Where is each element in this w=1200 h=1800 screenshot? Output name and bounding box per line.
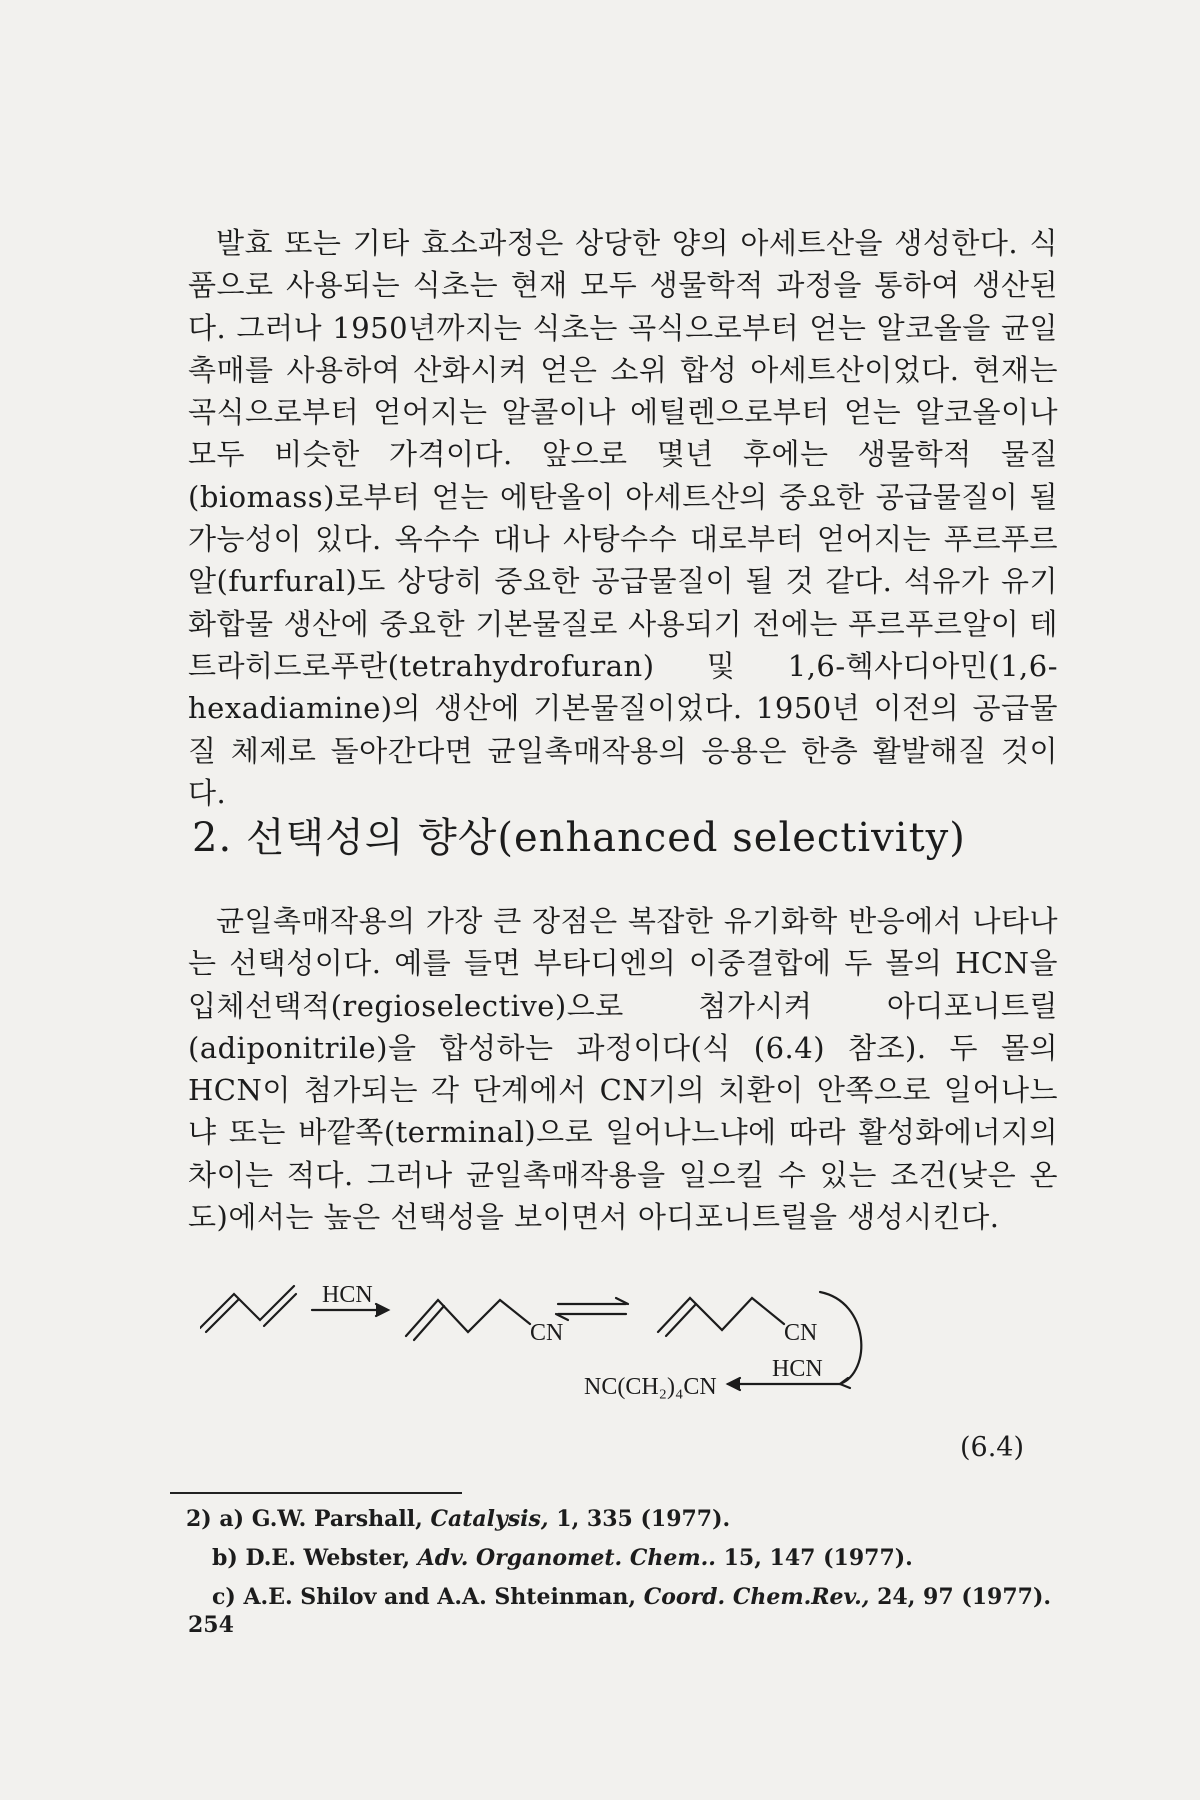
section-heading: 2. 선택성의 향상(enhanced selectivity) (192, 815, 966, 861)
footnote-b: b) D.E. Webster, Adv. Organomet. Chem.. 15, 147 (1977). (212, 1545, 913, 1571)
pentenenitrile-structure-1 (406, 1300, 530, 1340)
cn-label-1: CN (530, 1320, 564, 1346)
footnote-c: c) A.E. Shilov and A.A. Shteinman, Coord. Chem.Rev., 24, 97 (1977). (212, 1584, 1052, 1610)
body-paragraph-2: 균일촉매작용의 가장 큰 장점은 복잡한 유기화학 반응에서 나타나는 선택성이다. 예를 들면 부타디엔의 이중결합에 두 몰의 HCN을 입체선택적(regioselective)으로 첨가시켜 아디포니트릴(adiponitrile)을 합성하는 과정이다(식 (6.4) 참조). 두 몰의 HCN이 첨가되는 각 단계에서 CN기의 치환이 안쪽으로 일어나느냐 또는 바깥쪽(terminal)으로 일어나느냐에 따라 활성화에너지의 차이는 적다. 그러나 균일촉매작용을 일으킬 수 있는 조건(낮은 온도)에서는 높은 선택성을 보이면서 아디포니트릴을 생성시킨다. (188, 904, 1058, 1235)
equation-number: (6.4) (960, 1432, 1025, 1463)
reaction-scheme (200, 1262, 1040, 1462)
footnote-divider (170, 1492, 462, 1494)
reagent-hcn-2: HCN (772, 1356, 823, 1382)
cn-label-2: CN (784, 1320, 818, 1346)
curved-arrow (820, 1292, 861, 1384)
body-paragraph-1: 발효 또는 기타 효소과정은 상당한 양의 아세트산을 생성한다. 식품으로 사용되는 식초는 현재 모두 생물학적 과정을 통하여 생산된다. 그러나 1950년까지는 식초는 곡식으로부터 얻는 알코올을 균일촉매를 사용하여 산화시켜 얻은 소위 합성 아세트산이었다. 현재는 곡식으로부터 얻어지는 알콜이나 에틸렌으로부터 얻는 알코올이나 모두 비슷한 가격이다. 앞으로 몇년 후에는 생물학적 물질(biomass)로부터 얻는 에탄올이 아세트산의 중요한 공급물질이 될 가능성이 있다. 옥수수 대나 사탕수수 대로부터 얻어지는 푸르푸르알(furfural)도 상당히 중요한 공급물질이 될 것 같다. 석유가 유기화합물 생산에 중요한 기본물질로 사용되기 전에는 푸르푸르알이 테트라히드로푸란(tetrahydrofuran) 및 1,6-헥사디아민(1,6-hexadiamine)의 생산에 기본물질이었다. 1950년 이전의 공급물질 체제로 돌아간다면 균일촉매작용의 응용은 한층 활발해질 것이다. (188, 226, 1058, 810)
page-number: 254 (188, 1612, 234, 1638)
reagent-hcn-1: HCN (322, 1282, 373, 1308)
product-adiponitrile: NC(CH₂)₄CN (584, 1374, 717, 1400)
pentenenitrile-structure-2 (658, 1298, 784, 1336)
equilibrium-arrows (556, 1298, 628, 1320)
footnotes (186, 1500, 1056, 1617)
footnote-a: 2) a) G.W. Parshall, Catalysis, 1, 335 (1977). (186, 1506, 731, 1532)
butadiene-structure (200, 1286, 296, 1332)
